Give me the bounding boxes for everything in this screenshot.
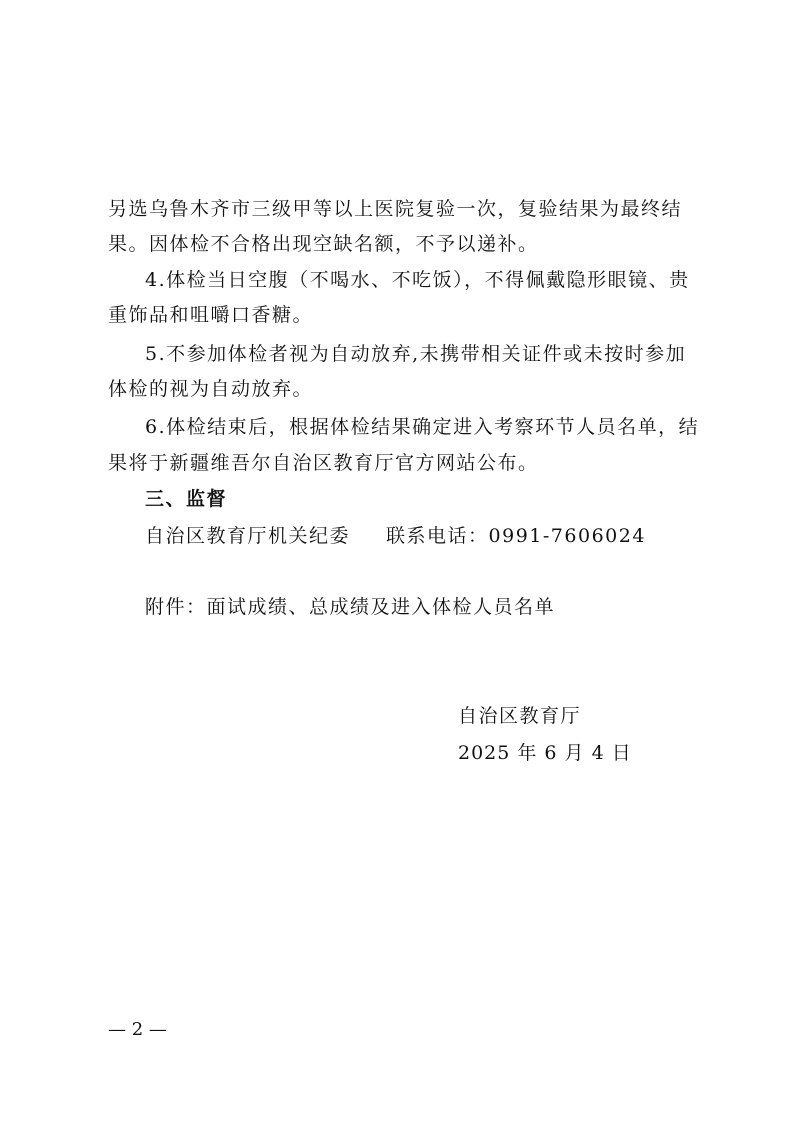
page-number: — 2 —	[108, 1019, 167, 1040]
phone-label: 联系电话：	[386, 525, 489, 547]
signature-date: 2025 年 6 月 4 日	[458, 742, 632, 764]
phone-number: 0991-7606024	[488, 525, 646, 547]
supervision-org: 自治区教育厅机关纪委	[145, 525, 351, 547]
item-4-line-2: 重饰品和咀嚼口香糖。	[108, 304, 314, 326]
paragraph-3-line-2: 果。因体检不合格出现空缺名额，不予以递补。	[108, 233, 539, 255]
signature-org: 自治区教育厅	[458, 705, 582, 727]
item-6-line-1: 6.体检结束后，根据体检结果确定进入考察环节人员名单，结	[145, 416, 700, 438]
item-4-line-1: 4.体检当日空腹（不喝水、不吃饭），不得佩戴隐形眼镜、贵	[145, 269, 690, 291]
item-6-line-2: 果将于新疆维吾尔自治区教育厅官方网站公布。	[108, 452, 539, 474]
supervision-contact	[145, 523, 646, 549]
item-5-line-2: 体检的视为自动放弃。	[108, 378, 314, 400]
item-5-line-1: 5.不参加体检者视为自动放弃,未携带相关证件或未按时参加	[145, 343, 687, 365]
section-heading-supervision: 三、监督	[145, 488, 228, 510]
attachment-note: 附件：面试成绩、总成绩及进入体检人员名单	[145, 596, 556, 618]
paragraph-3-line-1: 另选乌鲁木齐市三级甲等以上医院复验一次，复验结果为最终结	[108, 198, 683, 220]
